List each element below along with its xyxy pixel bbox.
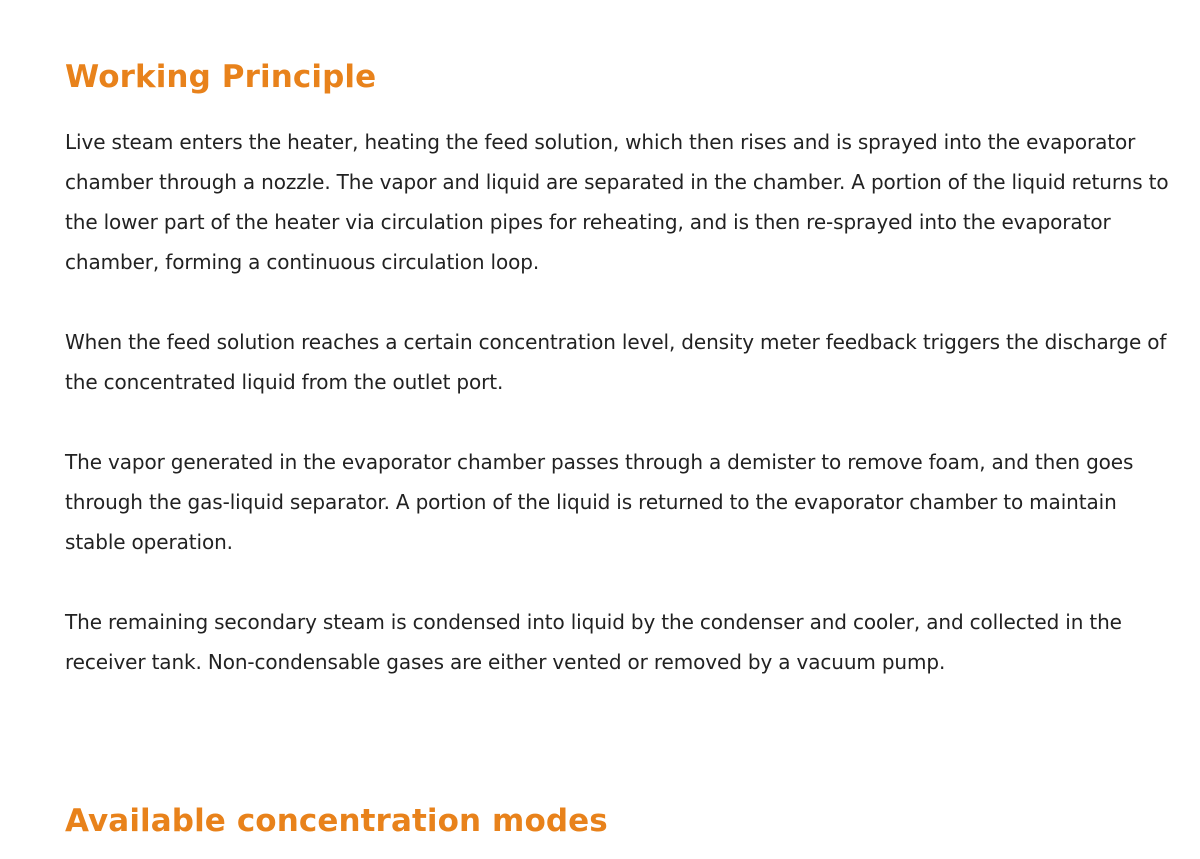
available-modes-heading: Available concentration modes	[65, 803, 608, 839]
working-principle-heading: Working Principle	[65, 59, 377, 95]
paragraph-circulation: Live steam enters the heater, heating the feed solution, which then rises and is sprayed into the evaporator chamber through a nozzle. The vapor and liquid are separated in the chamber. A portion of the liquid returns to the lower part of the heater via circulation pipes for reheating, and is then re-sprayed into the evaporator chamber, forming a continuous circulation loop.	[65, 130, 1169, 274]
paragraph-discharge: When the feed solution reaches a certain concentration level, density meter feedback triggers the discharge of the concentrated liquid from the outlet port.	[65, 330, 1167, 394]
working-principle-body	[65, 122, 1175, 722]
paragraph-condensation: The remaining secondary steam is condensed into liquid by the condenser and cooler, and collected in the receiver tank. Non-condensable gases are either vented or removed by a vacuum pump.	[65, 610, 1122, 674]
paragraph-vapor-separation: The vapor generated in the evaporator chamber passes through a demister to remove foam, and then goes through the gas-liquid separator. A portion of the liquid is returned to the evaporator chamber to maintain stable operation.	[65, 450, 1134, 554]
